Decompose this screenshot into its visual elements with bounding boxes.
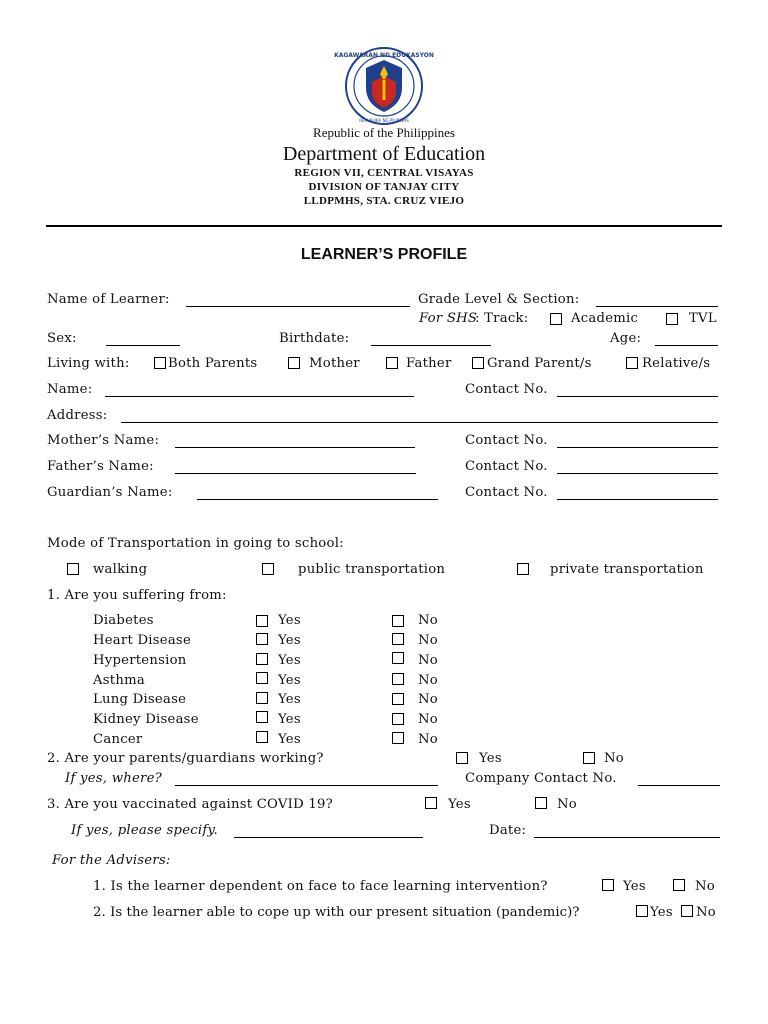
condition-diabetes: Diabetes <box>93 613 154 628</box>
q2-no-checkbox[interactable] <box>583 752 595 764</box>
q2-question: 2. Are your parents/guardians working? <box>47 751 324 766</box>
walking-checkbox[interactable] <box>67 563 79 575</box>
mother-label: Mother <box>309 356 360 371</box>
hypertension-no-checkbox[interactable] <box>392 652 404 664</box>
contact-label-3: Contact No. <box>465 459 548 474</box>
q3-yes-checkbox[interactable] <box>425 797 437 809</box>
contact-label-4: Contact No. <box>465 485 548 500</box>
guardians-name-label: Guardian’s Name: <box>47 485 173 500</box>
track-label: : Track: <box>475 311 529 326</box>
living-with-label: Living with: <box>47 356 130 371</box>
contact-field-2[interactable] <box>557 447 718 448</box>
address-label: Address: <box>47 408 108 423</box>
diabetes-yes-checkbox[interactable] <box>256 615 268 627</box>
q3-no-label: No <box>557 797 577 812</box>
transport-question: Mode of Transportation in going to school: <box>47 536 344 551</box>
for-shs-label: For SHS <box>419 311 478 326</box>
no-label: No <box>418 613 438 628</box>
heart-disease-no-checkbox[interactable] <box>392 633 404 645</box>
name-field[interactable] <box>105 396 414 397</box>
q2-no-label: No <box>604 751 624 766</box>
grade-level-label: Grade Level & Section: <box>418 292 580 307</box>
no-label: No <box>418 673 438 688</box>
company-contact-label: Company Contact No. <box>465 771 617 786</box>
header-division: DIVISION OF TANJAY CITY <box>308 181 460 193</box>
advisers-q2-no-label: No <box>696 905 716 920</box>
cancer-yes-checkbox[interactable] <box>256 731 268 743</box>
advisers-q2-no-checkbox[interactable] <box>681 905 693 917</box>
advisers-q1-no-checkbox[interactable] <box>673 879 685 891</box>
condition-lung-disease: Lung Disease <box>93 692 187 707</box>
contact-label-2: Contact No. <box>465 433 548 448</box>
seal-text: KAGAWARAN NG EDUKASYON <box>334 52 434 59</box>
relatives-label: Relative/s <box>642 356 711 371</box>
seal-subtext: REPUBLIKA NG PILIPINAS <box>359 118 409 123</box>
both-parents-checkbox[interactable] <box>154 357 166 369</box>
contact-field-3[interactable] <box>557 473 718 474</box>
advisers-q1-no-label: No <box>695 879 715 894</box>
q3-date-label: Date: <box>489 823 527 838</box>
sex-label: Sex: <box>47 331 77 346</box>
age-field[interactable] <box>655 345 718 346</box>
mother-checkbox[interactable] <box>288 357 300 369</box>
header-school: LLDPMHS, STA. CRUZ VIEJO <box>303 195 465 207</box>
advisers-q1: 1. Is the learner dependent on face to face learning intervention? <box>93 879 548 894</box>
q2-yes-label: Yes <box>479 751 502 766</box>
contact-label-1: Contact No. <box>465 382 548 397</box>
diabetes-no-checkbox[interactable] <box>392 615 404 627</box>
public-transport-checkbox[interactable] <box>262 563 274 575</box>
no-label: No <box>418 732 438 747</box>
contact-field-1[interactable] <box>557 396 718 397</box>
yes-label: Yes <box>278 633 301 648</box>
grade-level-field[interactable] <box>596 306 718 307</box>
no-label: No <box>418 692 438 707</box>
condition-hypertension: Hypertension <box>93 653 187 668</box>
heart-disease-yes-checkbox[interactable] <box>256 633 268 645</box>
yes-label: Yes <box>278 673 301 688</box>
fathers-name-field[interactable] <box>175 473 416 474</box>
tvl-label: TVL <box>689 311 717 326</box>
q3-date-field[interactable] <box>534 837 720 838</box>
grand-parents-label: Grand Parent/s <box>487 356 592 371</box>
header-divider <box>46 225 722 227</box>
q2-if-yes-label: If yes, where? <box>65 771 162 786</box>
yes-label: Yes <box>278 613 301 628</box>
health-question: 1. Are you suffering from: <box>47 588 227 603</box>
academic-label: Academic <box>571 311 639 326</box>
mothers-name-field[interactable] <box>175 447 415 448</box>
header-department: Department of Education <box>282 143 486 165</box>
yes-label: Yes <box>278 712 301 727</box>
mothers-name-label: Mother’s Name: <box>47 433 160 448</box>
both-parents-label: Both Parents <box>168 356 258 371</box>
sex-field[interactable] <box>106 345 180 346</box>
advisers-q1-yes-checkbox[interactable] <box>602 879 614 891</box>
birthdate-label: Birthdate: <box>279 331 350 346</box>
name-of-learner-field[interactable] <box>186 306 410 307</box>
fathers-name-label: Father’s Name: <box>47 459 154 474</box>
walking-label: walking <box>93 562 148 577</box>
advisers-q2-yes-checkbox[interactable] <box>636 905 648 917</box>
page-title: LEARNER’S PROFILE <box>300 246 468 263</box>
private-transport-checkbox[interactable] <box>517 563 529 575</box>
advisers-q1-yes-label: Yes <box>623 879 646 894</box>
q2-yes-checkbox[interactable] <box>456 752 468 764</box>
no-label: No <box>418 653 438 668</box>
q3-question: 3. Are you vaccinated against COVID 19? <box>47 797 333 812</box>
lung-disease-no-checkbox[interactable] <box>392 693 404 705</box>
name-of-learner-label: Name of Learner: <box>47 292 170 307</box>
q2-where-field[interactable] <box>175 785 438 786</box>
deped-seal-logo <box>334 46 434 126</box>
kidney-disease-no-checkbox[interactable] <box>392 713 404 725</box>
contact-field-4[interactable] <box>557 499 718 500</box>
advisers-q2: 2. Is the learner able to cope up with our present situation (pandemic)? <box>93 905 580 920</box>
yes-label: Yes <box>278 692 301 707</box>
asthma-yes-checkbox[interactable] <box>256 672 268 684</box>
academic-checkbox[interactable] <box>550 313 562 325</box>
company-contact-field[interactable] <box>638 785 720 786</box>
cancer-no-checkbox[interactable] <box>392 732 404 744</box>
relatives-checkbox[interactable] <box>626 357 638 369</box>
name-label: Name: <box>47 382 93 397</box>
address-field[interactable] <box>121 422 718 423</box>
hypertension-yes-checkbox[interactable] <box>256 653 268 665</box>
tvl-checkbox[interactable] <box>666 313 678 325</box>
condition-kidney-disease: Kidney Disease <box>93 712 199 727</box>
guardians-name-field[interactable] <box>197 499 438 500</box>
asthma-no-checkbox[interactable] <box>392 673 404 685</box>
q3-no-checkbox[interactable] <box>535 797 547 809</box>
condition-heart-disease: Heart Disease <box>93 633 192 648</box>
no-label: No <box>418 712 438 727</box>
age-label: Age: <box>610 331 642 346</box>
lung-disease-yes-checkbox[interactable] <box>256 692 268 704</box>
advisers-heading: For the Advisers: <box>52 853 171 868</box>
header-republic: Republic of the Philippines <box>313 125 455 140</box>
q3-if-yes-label: If yes, please specify. <box>71 823 218 838</box>
yes-label: Yes <box>278 732 301 747</box>
kidney-disease-yes-checkbox[interactable] <box>256 711 268 723</box>
yes-label: Yes <box>278 653 301 668</box>
q3-specify-field[interactable] <box>234 837 423 838</box>
private-transport-label: private transportation <box>550 562 704 577</box>
grand-parents-checkbox[interactable] <box>472 357 484 369</box>
birthdate-field[interactable] <box>371 345 491 346</box>
condition-cancer: Cancer <box>93 732 143 747</box>
public-transport-label: public transportation <box>298 562 446 577</box>
advisers-q2-yes-label: Yes <box>650 905 673 920</box>
no-label: No <box>418 633 438 648</box>
father-label: Father <box>406 356 452 371</box>
header-region: REGION VII, CENTRAL VISAYAS <box>294 167 474 179</box>
condition-asthma: Asthma <box>93 673 145 688</box>
q3-yes-label: Yes <box>448 797 471 812</box>
father-checkbox[interactable] <box>386 357 398 369</box>
